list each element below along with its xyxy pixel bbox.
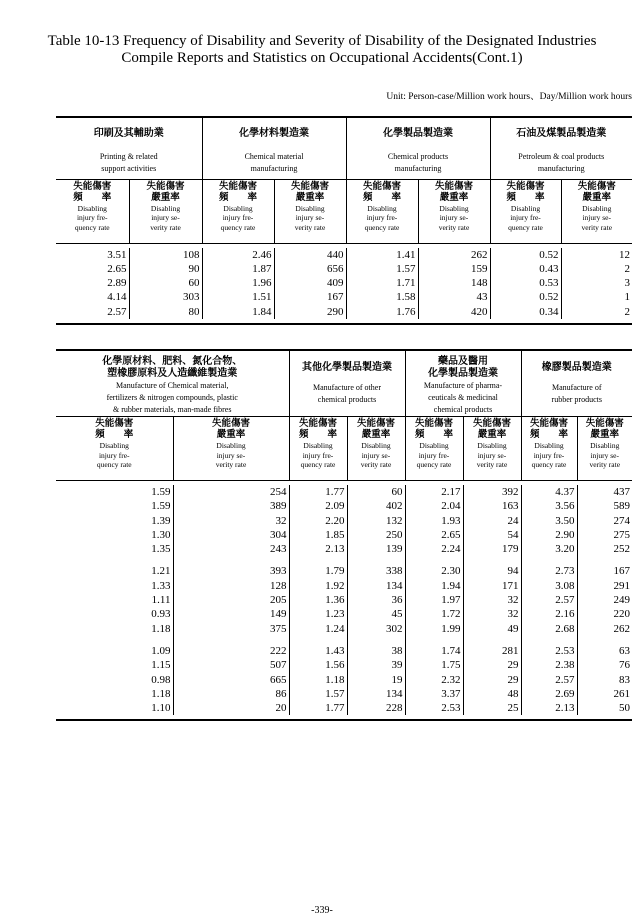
frequency-cell: 1.76 <box>346 305 418 319</box>
severity-cell: 128 <box>173 579 289 593</box>
table-row <box>56 276 632 290</box>
frequency-cell: 2.65 <box>107 262 127 275</box>
severity-cell: 420 <box>418 305 490 319</box>
frequency-cell: 2.38 <box>521 658 577 672</box>
severity-cell: 139 <box>347 542 405 556</box>
group-header <box>521 350 632 417</box>
frequency-cell: 1.18 <box>289 673 347 687</box>
frequency-cell: 2.90 <box>521 528 577 542</box>
frequency-cell: 1.23 <box>289 607 347 621</box>
severity-cell: 338 <box>347 564 405 578</box>
severity-cell: 281 <box>463 644 521 658</box>
table-row <box>56 485 632 499</box>
severity-cell: 32 <box>463 607 521 621</box>
table-row <box>56 644 632 658</box>
severity-cell: 2 <box>561 262 632 276</box>
severity-cell: 392 <box>463 485 521 499</box>
severity-cell: 507 <box>173 658 289 672</box>
group-name-zh: 化學製品製造業 <box>383 128 453 139</box>
severity-cell: 163 <box>463 499 521 513</box>
group-name-en: & rubber materials, man-made fibres <box>113 405 232 414</box>
page-number: -339- <box>311 905 333 916</box>
sev-header: 失能傷害 嚴重率 Disabling injury se- verity rate <box>577 417 632 481</box>
severity-cell: 20 <box>173 701 289 715</box>
frequency-cell: 1.41 <box>346 248 418 262</box>
severity-cell: 1 <box>561 290 632 304</box>
frequency-cell: 1.58 <box>346 290 418 304</box>
frequency-cell: 0.53 <box>490 276 561 290</box>
severity-cell: 29 <box>463 658 521 672</box>
table-row <box>56 673 632 687</box>
frequency-cell: 1.94 <box>405 579 463 593</box>
frequency-cell: 2.24 <box>405 542 463 556</box>
frequency-cell: 2.20 <box>289 514 347 528</box>
sev-header: 失能傷害 嚴重率 Disabling injury se- verity rate <box>561 179 632 243</box>
frequency-cell: 0.93 <box>151 608 171 621</box>
frequency-cell: 2.30 <box>405 564 463 578</box>
severity-cell: 149 <box>173 607 289 621</box>
table-row <box>56 579 632 593</box>
severity-cell: 250 <box>347 528 405 542</box>
severity-cell: 19 <box>347 673 405 687</box>
severity-cell: 437 <box>577 485 632 499</box>
frequency-cell: 2.32 <box>405 673 463 687</box>
severity-cell: 32 <box>463 593 521 607</box>
severity-cell: 179 <box>463 542 521 556</box>
frequency-cell: 1.11 <box>151 594 171 607</box>
severity-cell: 39 <box>347 658 405 672</box>
frequency-cell: 1.30 <box>151 528 171 541</box>
severity-cell: 291 <box>577 579 632 593</box>
frequency-cell: 1.99 <box>405 622 463 636</box>
group-name-en: fertilizers & nitrogen compounds, plastic <box>106 393 238 402</box>
group-name-en: ceuticals & medicinal <box>428 393 498 402</box>
frequency-cell: 2.13 <box>521 701 577 715</box>
freq-header: 失能傷害 頻 率 Disabling injury fre- quency rate <box>490 179 561 243</box>
severity-cell: 205 <box>173 593 289 607</box>
group-name-en: Manufacture of pharma- <box>423 381 503 390</box>
severity-cell: 290 <box>274 305 346 319</box>
severity-cell: 36 <box>347 593 405 607</box>
frequency-cell: 2.69 <box>521 687 577 701</box>
frequency-cell: 0.98 <box>151 673 171 686</box>
lower-table-body <box>56 485 632 715</box>
severity-cell: 222 <box>173 644 289 658</box>
severity-cell: 665 <box>173 673 289 687</box>
freq-header: 失能傷害 頻 率 Disabling injury fre- quency rate <box>289 417 347 481</box>
group-header <box>202 117 346 179</box>
frequency-cell: 2.73 <box>521 564 577 578</box>
severity-cell: 302 <box>347 622 405 636</box>
severity-cell: 108 <box>129 248 202 262</box>
group-name-en: chemical products <box>433 405 493 414</box>
severity-cell: 228 <box>347 701 405 715</box>
frequency-cell: 4.37 <box>521 485 577 499</box>
severity-cell: 2 <box>561 305 632 319</box>
severity-cell: 54 <box>463 528 521 542</box>
severity-cell: 134 <box>347 687 405 701</box>
frequency-cell: 3.51 <box>107 248 127 261</box>
sev-header: 失能傷害 嚴重率 Disabling injury se- verity rate <box>347 417 405 481</box>
table-title-line2: Compile Reports and Statistics on Occupational Accidents(Cont.1) <box>121 50 523 66</box>
severity-cell: 60 <box>129 276 202 290</box>
frequency-cell: 4.14 <box>107 291 127 304</box>
table-title-line1: Table 10-13 Frequency of Disability and Severity of Disability of the Designated Industries <box>47 33 597 49</box>
severity-cell: 274 <box>577 514 632 528</box>
upper-table-body <box>56 248 632 319</box>
group-name-en: rubber products <box>551 395 602 404</box>
frequency-cell: 1.24 <box>289 622 347 636</box>
group-header-row <box>56 350 632 417</box>
frequency-cell: 1.75 <box>405 658 463 672</box>
table-row <box>56 607 632 621</box>
table-row <box>56 305 632 319</box>
group-name-en: chemical products <box>317 395 377 404</box>
frequency-cell: 1.18 <box>151 687 171 700</box>
severity-cell: 254 <box>173 485 289 499</box>
group-name-en: Manufacture of Chemical material, <box>116 381 229 390</box>
severity-cell: 171 <box>463 579 521 593</box>
group-name-en: support activities <box>101 164 157 173</box>
group-header-row <box>56 117 632 179</box>
group-name-zh: 化學材料製造業 <box>239 128 309 139</box>
group-header <box>289 350 405 417</box>
frequency-cell: 1.87 <box>202 262 274 276</box>
frequency-cell: 2.13 <box>289 542 347 556</box>
group-name-zh: 石油及煤製品製造業 <box>516 128 607 139</box>
table-row <box>56 687 632 701</box>
group-name-en: Manufacture of other <box>313 383 381 392</box>
frequency-cell: 1.79 <box>289 564 347 578</box>
table-row <box>56 593 632 607</box>
severity-cell: 656 <box>274 262 346 276</box>
table-row <box>56 528 632 542</box>
sev-header: 失能傷害 嚴重率 Disabling injury se- verity rate <box>463 417 521 481</box>
frequency-cell: 3.08 <box>521 579 577 593</box>
table-row <box>56 622 632 636</box>
table-row <box>56 658 632 672</box>
group-name-en: manufacturing <box>394 164 442 173</box>
severity-cell: 134 <box>347 579 405 593</box>
frequency-cell: 2.57 <box>521 593 577 607</box>
group-name-en: manufacturing <box>537 164 585 173</box>
freq-header: 失能傷害 頻 率 Disabling injury fre- quency rate <box>346 179 418 243</box>
severity-cell: 303 <box>129 290 202 304</box>
frequency-cell: 2.17 <box>405 485 463 499</box>
frequency-cell: 0.52 <box>490 248 561 262</box>
severity-cell: 43 <box>418 290 490 304</box>
unit-note: Unit: Person-case/Million work hours、Day/Million work hours <box>386 92 632 102</box>
frequency-cell: 1.56 <box>289 658 347 672</box>
freq-header: 失能傷害 頻 率 Disabling injury fre- quency rate <box>56 417 173 481</box>
group-header <box>56 117 202 179</box>
severity-cell: 249 <box>577 593 632 607</box>
sev-header: 失能傷害 嚴重率 Disabling injury se- verity rate <box>129 179 202 243</box>
sev-header: 失能傷害 嚴重率 Disabling injury se- verity rate <box>274 179 346 243</box>
freq-header: 失能傷害 頻 率 Disabling injury fre- quency rate <box>521 417 577 481</box>
freq-header: 失能傷害 頻 率 Disabling injury fre- quency rate <box>202 179 274 243</box>
sub-header-row <box>56 417 632 481</box>
group-name-zh: 其他化學製品製造業 <box>302 362 392 373</box>
frequency-cell: 1.77 <box>289 485 347 499</box>
frequency-cell: 3.37 <box>405 687 463 701</box>
severity-cell: 167 <box>274 290 346 304</box>
frequency-cell: 1.71 <box>346 276 418 290</box>
frequency-cell: 2.57 <box>107 305 127 318</box>
frequency-cell: 1.84 <box>202 305 274 319</box>
severity-cell: 243 <box>173 542 289 556</box>
frequency-cell: 1.15 <box>151 659 171 672</box>
severity-cell: 90 <box>129 262 202 276</box>
frequency-cell: 1.21 <box>151 565 171 578</box>
freq-header: 失能傷害 頻 率 Disabling injury fre- quency rate <box>56 179 129 243</box>
frequency-cell: 1.77 <box>289 701 347 715</box>
frequency-cell: 1.57 <box>346 262 418 276</box>
frequency-cell: 2.65 <box>405 528 463 542</box>
frequency-cell: 2.46 <box>202 248 274 262</box>
severity-cell: 252 <box>577 542 632 556</box>
frequency-cell: 1.18 <box>151 622 171 635</box>
severity-cell: 304 <box>173 528 289 542</box>
table-lower <box>56 349 632 721</box>
group-name-en: Printing & related <box>99 152 158 161</box>
group-name-en: Chemical products <box>387 152 449 161</box>
severity-cell: 60 <box>347 485 405 499</box>
table-row <box>56 248 632 262</box>
group-name-zh: 化學製品製造業 <box>428 368 498 379</box>
group-name-en: Petroleum & coal products <box>518 152 605 161</box>
group-name-zh: 橡膠製品製造業 <box>541 362 612 373</box>
frequency-cell: 2.53 <box>521 644 577 658</box>
frequency-cell: 1.35 <box>151 543 171 556</box>
frequency-cell: 2.04 <box>405 499 463 513</box>
group-header <box>56 350 289 417</box>
severity-cell: 159 <box>418 262 490 276</box>
frequency-cell: 1.57 <box>289 687 347 701</box>
severity-cell: 48 <box>463 687 521 701</box>
severity-cell: 261 <box>577 687 632 701</box>
table-row <box>56 542 632 556</box>
frequency-cell: 0.43 <box>490 262 561 276</box>
frequency-cell: 1.72 <box>405 607 463 621</box>
severity-cell: 86 <box>173 687 289 701</box>
severity-cell: 25 <box>463 701 521 715</box>
table-row <box>56 499 632 513</box>
severity-cell: 32 <box>173 514 289 528</box>
severity-cell: 29 <box>463 673 521 687</box>
table-row <box>56 514 632 528</box>
group-header <box>346 117 490 179</box>
table-row <box>56 290 632 304</box>
frequency-cell: 1.33 <box>151 579 171 592</box>
frequency-cell: 1.51 <box>202 290 274 304</box>
severity-cell: 49 <box>463 622 521 636</box>
freq-header: 失能傷害 頻 率 Disabling injury fre- quency rate <box>405 417 463 481</box>
severity-cell: 80 <box>129 305 202 319</box>
severity-cell: 262 <box>577 622 632 636</box>
frequency-cell: 2.53 <box>405 701 463 715</box>
frequency-cell: 1.96 <box>202 276 274 290</box>
frequency-cell: 2.89 <box>107 277 127 290</box>
severity-cell: 402 <box>347 499 405 513</box>
severity-cell: 409 <box>274 276 346 290</box>
severity-cell: 589 <box>577 499 632 513</box>
frequency-cell: 1.97 <box>405 593 463 607</box>
group-name-zh: 印刷及其輔助業 <box>93 128 164 139</box>
frequency-cell: 1.59 <box>151 486 171 498</box>
severity-cell: 45 <box>347 607 405 621</box>
severity-cell: 38 <box>347 644 405 658</box>
group-header <box>405 350 521 417</box>
severity-cell: 12 <box>561 248 632 262</box>
frequency-cell: 1.39 <box>151 514 171 527</box>
frequency-cell: 3.20 <box>521 542 577 556</box>
severity-cell: 76 <box>577 658 632 672</box>
frequency-cell: 1.10 <box>151 702 171 715</box>
severity-cell: 262 <box>418 248 490 262</box>
frequency-cell: 1.36 <box>289 593 347 607</box>
severity-cell: 3 <box>561 276 632 290</box>
frequency-cell: 3.56 <box>521 499 577 513</box>
frequency-cell: 2.09 <box>289 499 347 513</box>
severity-cell: 94 <box>463 564 521 578</box>
frequency-cell: 2.68 <box>521 622 577 636</box>
severity-cell: 50 <box>577 701 632 715</box>
severity-cell: 220 <box>577 607 632 621</box>
sub-header-row <box>56 179 632 243</box>
group-header <box>490 117 632 179</box>
group-name-zh: 塑橡膠原料及人造纖維製造業 <box>107 368 238 379</box>
severity-cell: 83 <box>577 673 632 687</box>
severity-cell: 389 <box>173 499 289 513</box>
table-row <box>56 262 632 276</box>
frequency-cell: 0.34 <box>490 305 561 319</box>
severity-cell: 393 <box>173 564 289 578</box>
severity-cell: 24 <box>463 514 521 528</box>
sev-header: 失能傷害 嚴重率 Disabling injury se- verity rate <box>418 179 490 243</box>
severity-cell: 440 <box>274 248 346 262</box>
table-upper <box>56 116 632 325</box>
frequency-cell: 0.52 <box>490 290 561 304</box>
frequency-cell: 1.93 <box>405 514 463 528</box>
group-name-zh: 藥品及醫用 <box>438 356 488 367</box>
group-name-en: Manufacture of <box>551 383 602 392</box>
severity-cell: 148 <box>418 276 490 290</box>
group-name-zh: 化學原材料、肥料、氮化合物、 <box>102 356 243 367</box>
group-name-en: manufacturing <box>250 164 298 173</box>
frequency-cell: 1.09 <box>151 644 171 657</box>
severity-cell: 375 <box>173 622 289 636</box>
severity-cell: 132 <box>347 514 405 528</box>
severity-cell: 167 <box>577 564 632 578</box>
frequency-cell: 2.57 <box>521 673 577 687</box>
frequency-cell: 2.16 <box>521 607 577 621</box>
severity-cell: 275 <box>577 528 632 542</box>
severity-cell: 63 <box>577 644 632 658</box>
table-row <box>56 701 632 715</box>
frequency-cell: 1.92 <box>289 579 347 593</box>
frequency-cell: 3.50 <box>521 514 577 528</box>
frequency-cell: 1.43 <box>289 644 347 658</box>
frequency-cell: 1.59 <box>151 500 171 513</box>
frequency-cell: 1.74 <box>405 644 463 658</box>
table-row <box>56 564 632 578</box>
frequency-cell: 1.85 <box>289 528 347 542</box>
sev-header: 失能傷害 嚴重率 Disabling injury se- verity rate <box>173 417 289 481</box>
group-name-en: Chemical material <box>244 152 304 161</box>
